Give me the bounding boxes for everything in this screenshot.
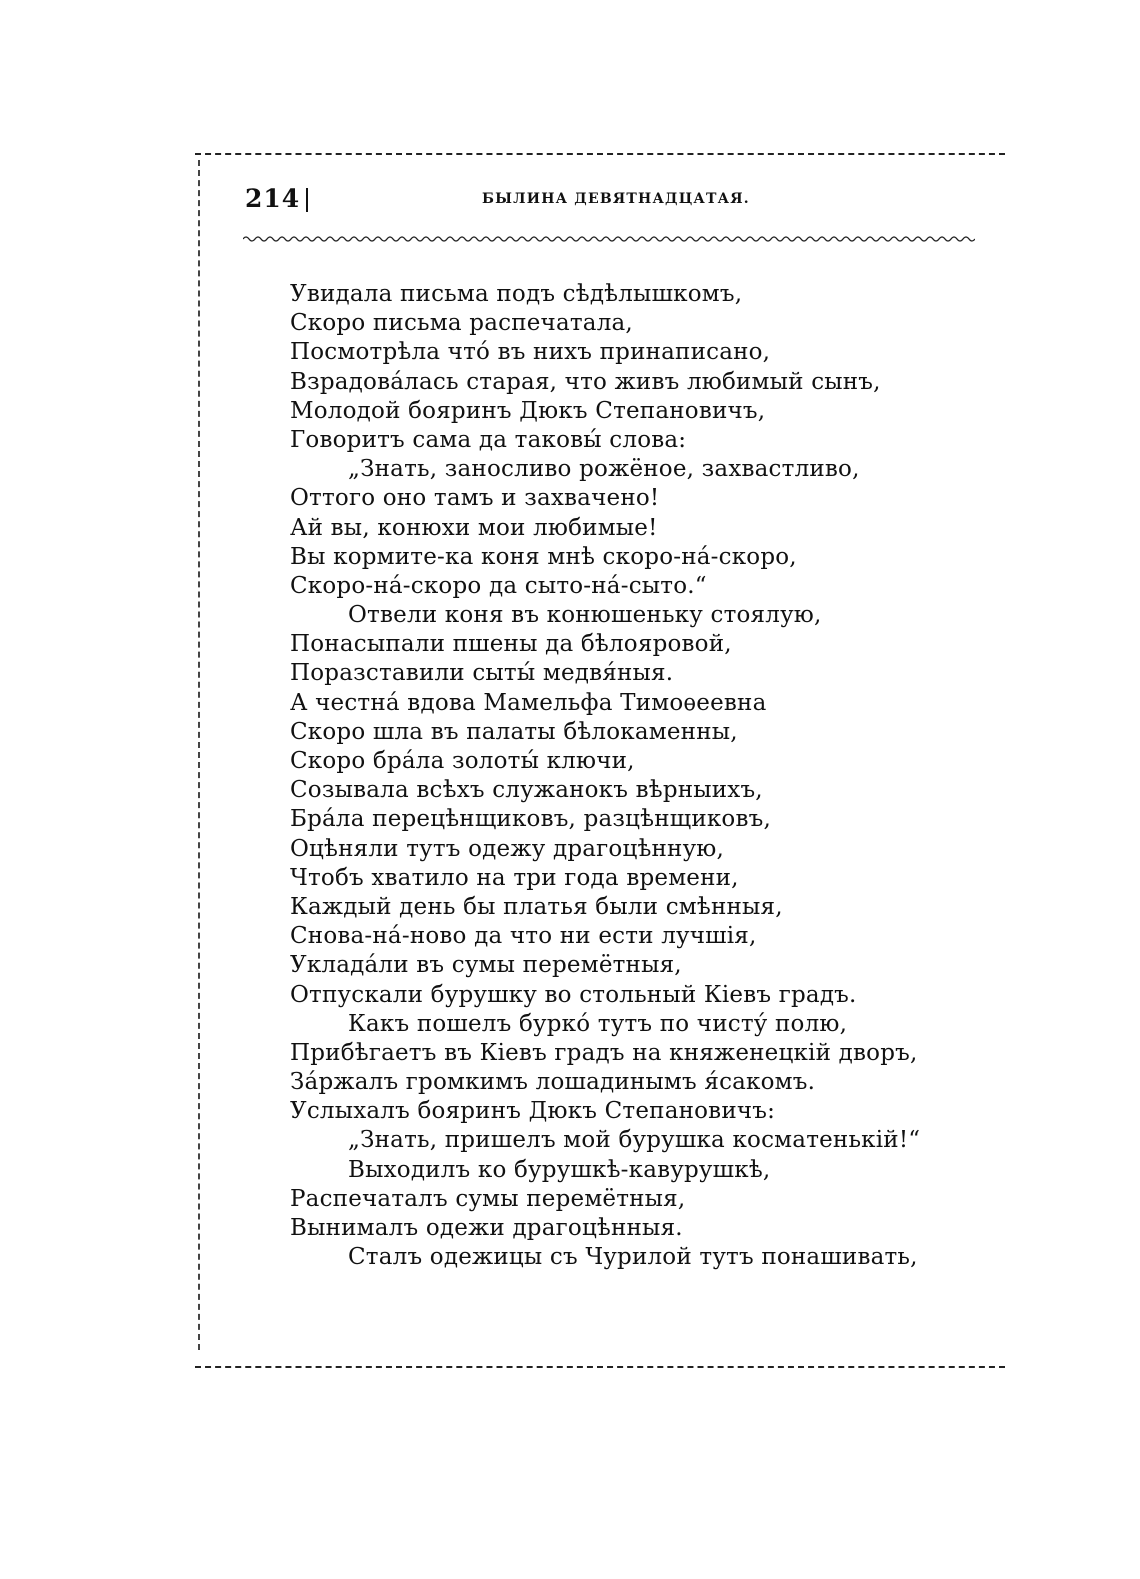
verse-line: Бра́ла перецѣнщиковъ, разцѣнщиковъ, xyxy=(290,806,771,833)
verse-text xyxy=(290,280,990,1272)
verse-line: Отпускали бурушку во стольный Кіевъ градъ. xyxy=(290,981,857,1008)
verse-line: Взрадова́лась старая, что живъ любимый сынъ, xyxy=(290,368,881,395)
verse-line: Оттого оно тамъ и захвачено! xyxy=(290,485,660,512)
verse-line: Прибѣгаетъ въ Кіевъ градъ на княженецкій дворъ, xyxy=(290,1039,918,1066)
margin-rule xyxy=(198,160,200,1350)
bottom-rule xyxy=(195,1366,1005,1368)
page-number: 214 xyxy=(245,184,301,213)
verse-line: Понасыпали пшены да бѣлояровой, xyxy=(290,631,732,658)
verse-line: Скоро-на́-скоро да сыто-на́-сыто.“ xyxy=(290,572,707,599)
verse-line: Ай вы, конюхи мои любимые! xyxy=(290,514,658,541)
verse-line: А честна́ вдова Мамельфа Тимоѳеевна xyxy=(290,689,767,716)
verse-line: Сталъ одежицы съ Чурилой тутъ понашивать, xyxy=(348,1244,918,1271)
verse-line: Вы кормите-ка коня мнѣ скоро-на́-скоро, xyxy=(290,543,797,570)
verse-line: Посмотрѣла что́ въ нихъ принаписано, xyxy=(290,339,771,366)
verse-line: Отвели коня въ конюшеньку стоялую, xyxy=(348,602,822,629)
verse-line: Увидала письма подъ сѣдѣлышкомъ, xyxy=(290,281,743,307)
verse-line: Скоро письма распечатала, xyxy=(290,310,633,337)
verse-line: Каждый день бы платья были смѣнныя, xyxy=(290,893,783,920)
verse-line: Говоритъ сама да таковы́ слова: xyxy=(290,426,687,453)
verse-line: „Знать, пришелъ мой бурушка косматенькій!“ xyxy=(348,1127,921,1154)
verse-line: Вынималъ одежи драгоцѣнныя. xyxy=(290,1215,683,1241)
verse-line: За́ржалъ громкимъ лошадинымъ я́сакомъ. xyxy=(290,1069,816,1096)
verse-line: Снова-на́-ново да что ни ести лучшія, xyxy=(290,923,757,950)
wavy-divider xyxy=(243,234,975,244)
verse-line: Скоро бра́ла золоты́ ключи, xyxy=(290,748,635,774)
verse-line: Какъ пошелъ бурко́ тутъ по чисту́ полю, xyxy=(348,1010,848,1037)
verse-line: Услыхалъ бояринъ Дюкъ Степановичъ: xyxy=(290,1098,776,1125)
verse-line: Уклада́ли въ сумы перемётныя, xyxy=(290,952,682,979)
verse-line: Оцѣняли тутъ одежу драгоцѣнную, xyxy=(290,835,725,862)
verse-line: Молодой бояринъ Дюкъ Степановичъ, xyxy=(290,397,766,424)
top-rule xyxy=(195,153,1005,155)
verse-line: Поразставили сыты́ медвя́ныя. xyxy=(290,660,674,687)
running-title: БЫЛИНА ДЕВЯТНАДЦАТАЯ. xyxy=(482,191,750,207)
verse-line: Скоро шла въ палаты бѣлокаменны, xyxy=(290,718,738,745)
verse-line: Созывала всѣхъ служанокъ вѣрныихъ, xyxy=(290,777,763,804)
verse-line: „Знать, заносливо рожёное, захвастливо, xyxy=(348,456,860,483)
verse-line: Выходилъ ко бурушкѣ-кавурушкѣ, xyxy=(348,1156,771,1183)
running-head xyxy=(245,184,985,218)
verse-line: Распечаталъ сумы перемётныя, xyxy=(290,1185,686,1212)
verse-line: Чтобъ хватило на три года времени, xyxy=(290,864,739,891)
